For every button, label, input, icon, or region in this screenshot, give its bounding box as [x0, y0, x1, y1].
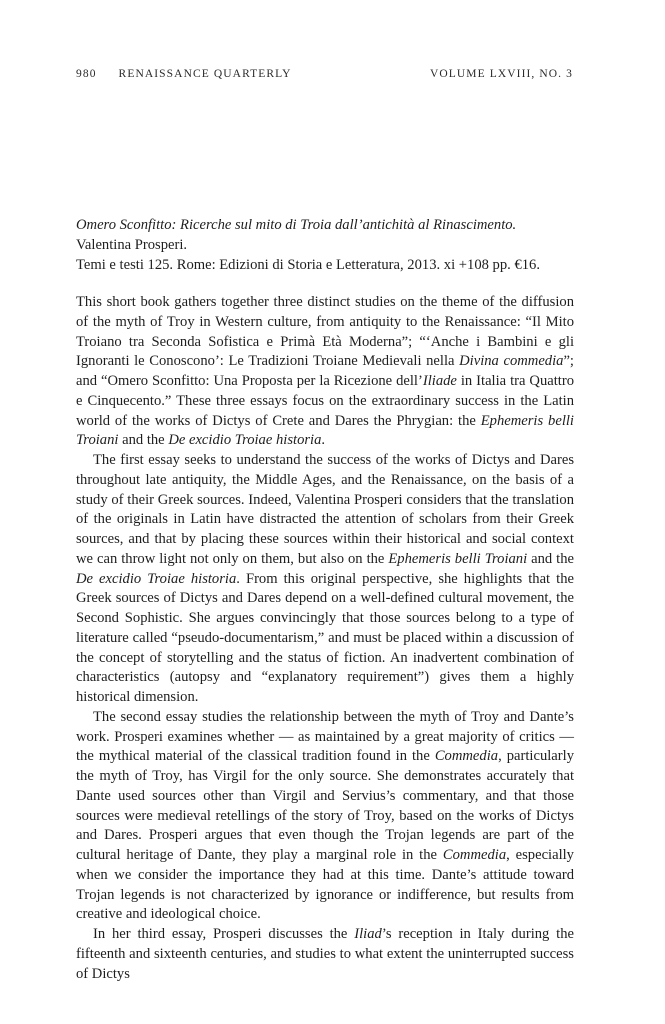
paragraph: The first essay seeks to understand the success of the works of Dictys and Dares throughout late antiquity, the Middle Ages, and the Renaissance, on the basis of a study of their Greek sources. Indeed, Valentina Prosperi considers that the translation of the originals in Latin have distracted the attention of scholars from their Greek sources, and that by placing these sources within their historical and social context we can throw light not only on them, but also on the Ephemeris belli Troiani and the De excidio Troiae historia. From this original perspective, she highlights that the Greek sources of Dictys and Dares depend on a well-defined cultural movement, the Second Sophistic. She argues convincingly that those sources belong to a type of literature called “pseudo-documentarism,” and must be placed within a discussion of the concept of storytelling and the status of fiction. An inadvertent combination of characteristics (autopsy and “explanatory requirement”) gives them a highly historical dimension. [76, 452, 575, 705]
italic-title: De excidio Troiae historia [168, 432, 322, 449]
paragraph: This short book gathers together three distinct studies on the theme of the diffusion of the myth of Troy in Western culture, from antiquity to the Renaissance: “Il Mito Troiano tra Seconda Sofistica e Primà Età Moderna”; “‘Anche i Bambini e gli Ignoranti le Conoscono’: Le Tradizioni Troiane Medievali nella Divina commedia”; and “Omero Sconfitto: Una Proposta per la Ricezione dell’Iliade in Italia tra Quattro e Cinquecento.” These three essays focus on the extraordinary success in the Latin world of the works of Dictys of Crete and Dares the Phrygian: the Ephemeris belli Troiani and the De excidio Troiae historia. [76, 294, 574, 449]
italic-title: Commedia [434, 748, 499, 765]
review-body [76, 293, 574, 984]
page-number: 980 [76, 68, 97, 80]
journal-name: RENAISSANCE QUARTERLY [118, 68, 292, 80]
italic-title: Ephemeris belli Troiani [76, 412, 574, 449]
running-head-left [76, 68, 310, 80]
volume-info: VOLUME LXVIII, NO. 3 [429, 68, 573, 80]
italic-title: Ephemeris belli Troiani [388, 550, 528, 567]
book-author: Valentina Prosperi. [76, 237, 188, 253]
italic-title: Divina commedia [459, 353, 564, 370]
italic-title: Iliade [422, 373, 457, 389]
paragraph: In her third essay, Prosperi discusses the Iliad’s reception in Italy during the fifteenth and sixteenth centuries, and studies to what extent the uninterrupted success of Dictys [76, 926, 574, 982]
paragraph: The second essay studies the relationship between the myth of Troy and Dante’s work. Prosperi examines whether — as maintained by a great majority of critics — the mythical material of the classical tradition found in the Commedia, particularly the myth of Troy, has Virgil for the only source. She demonstrates accurately that Dante used sources other than Virgil and Servius’s commentary, and that those sources were medieval retellings of the story of Troy, based on the works of Dictys and Dares. Prosperi argues that even though the Trojan legends are part of the cultural heritage of Dante, they play a marginal role in the Commedia, especially when we consider the importance they had at this time. Dante’s attitude toward Trojan legends is not characterized by ignorance or indifference, but results from creative and ideological choice. [76, 708, 574, 923]
running-head [76, 68, 573, 80]
book-publication: Temi e testi 125. Rome: Edizioni di Storia e Letteratura, 2013. xi +108 pp. €16. [76, 257, 540, 273]
book-citation [76, 215, 576, 275]
italic-title: Iliad [354, 926, 382, 942]
italic-title: Commedia [442, 847, 507, 863]
italic-title: De excidio Troiae historia [76, 570, 237, 587]
book-title: Omero Sconfitto: Ricerche sul mito di Troia dall’antichità al Rinascimento. [76, 217, 517, 233]
